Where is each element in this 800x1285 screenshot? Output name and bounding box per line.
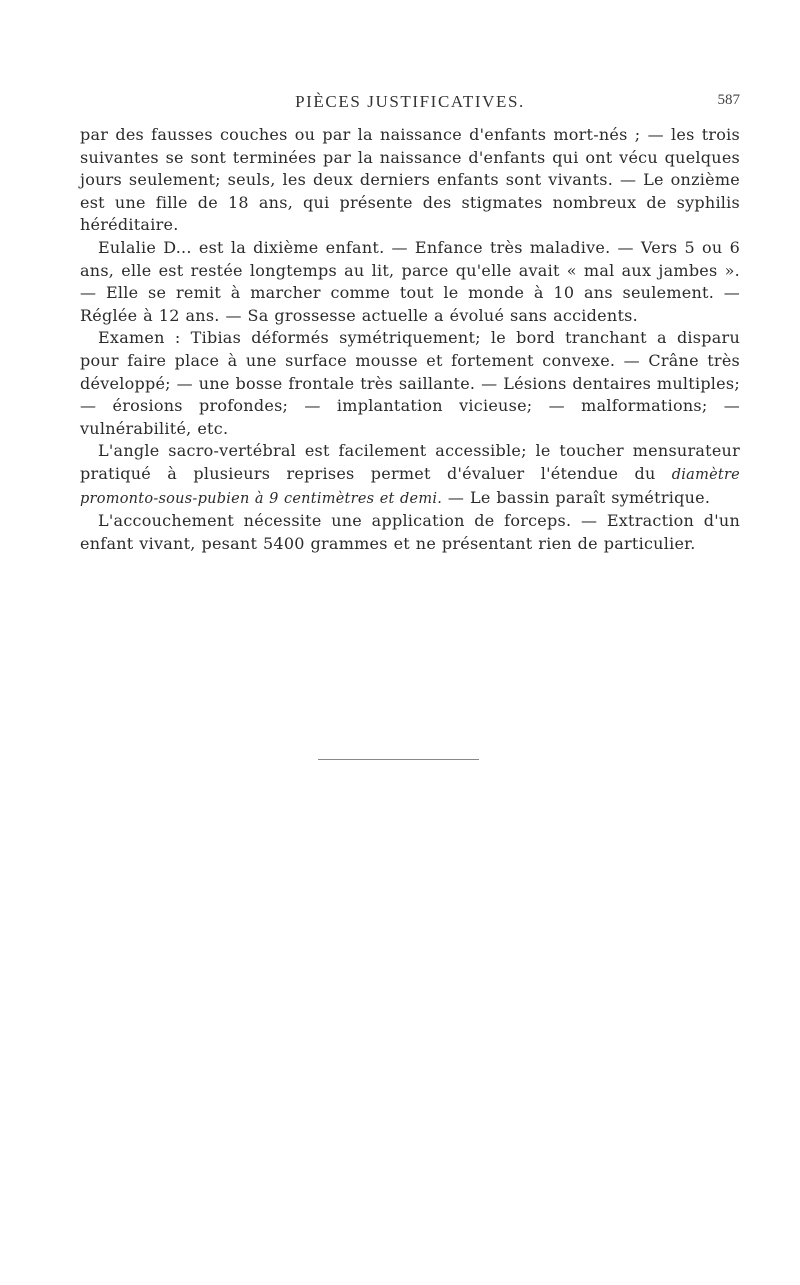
body-text [80, 124, 740, 555]
paragraph-3: Examen : Tibias déformés symétriquement; le bord tranchant a disparu pour faire place à une surface mousse et fortement convexe. — Crâne très développé; — une bosse frontale très saillante. — Lésions dentaires multiples; — érosions profondes; — implantation vicieuse; — malformations; — vulnérabilité, etc. [80, 328, 740, 438]
paragraph-4-italic: diamètre promonto-sous-pubien à 9 centimètres et demi. [80, 466, 740, 507]
paragraph-5: L'accouchement nécessite une application de forceps. — Extraction d'un enfant vivant, pesant 5400 grammes et ne présentant rien de particulier. [80, 511, 740, 553]
section-divider-rule [318, 759, 479, 760]
paragraph-4-start: L'angle sacro-vertébral est facilement accessible; le toucher mensurateur pratiqué à plusieurs reprises permet d'évaluer l'étendue du [80, 441, 740, 483]
running-head [80, 92, 740, 116]
page-number: 587 [717, 92, 740, 108]
paragraph-2: Eulalie D... est la dixième enfant. — Enfance très maladive. — Vers 5 ou 6 ans, elle est restée longtemps au lit, parce qu'elle avait « mal aux jambes ». — Elle se remit à marcher comme tout le monde à 10 ans seulement. — Réglée à 12 ans. — Sa grossesse actuelle a évolué sans accidents. [80, 237, 740, 325]
paragraph-1: par des fausses couches ou par la naissance d'enfants mort-nés ; — les trois suivantes se sont terminées par la naissance d'enfants qui ont vécu quelques jours seulement; seuls, les deux derniers enfants sont vivants. — Le onzième est une fille de 18 ans, qui présente des stigmates nombreux de syphilis héréditaire. [80, 125, 740, 235]
paragraph-4 [80, 440, 740, 510]
running-title: PIÈCES JUSTIFICATIVES. [295, 92, 525, 111]
paragraph-4-end: — Le bassin paraît symétrique. [442, 487, 711, 507]
